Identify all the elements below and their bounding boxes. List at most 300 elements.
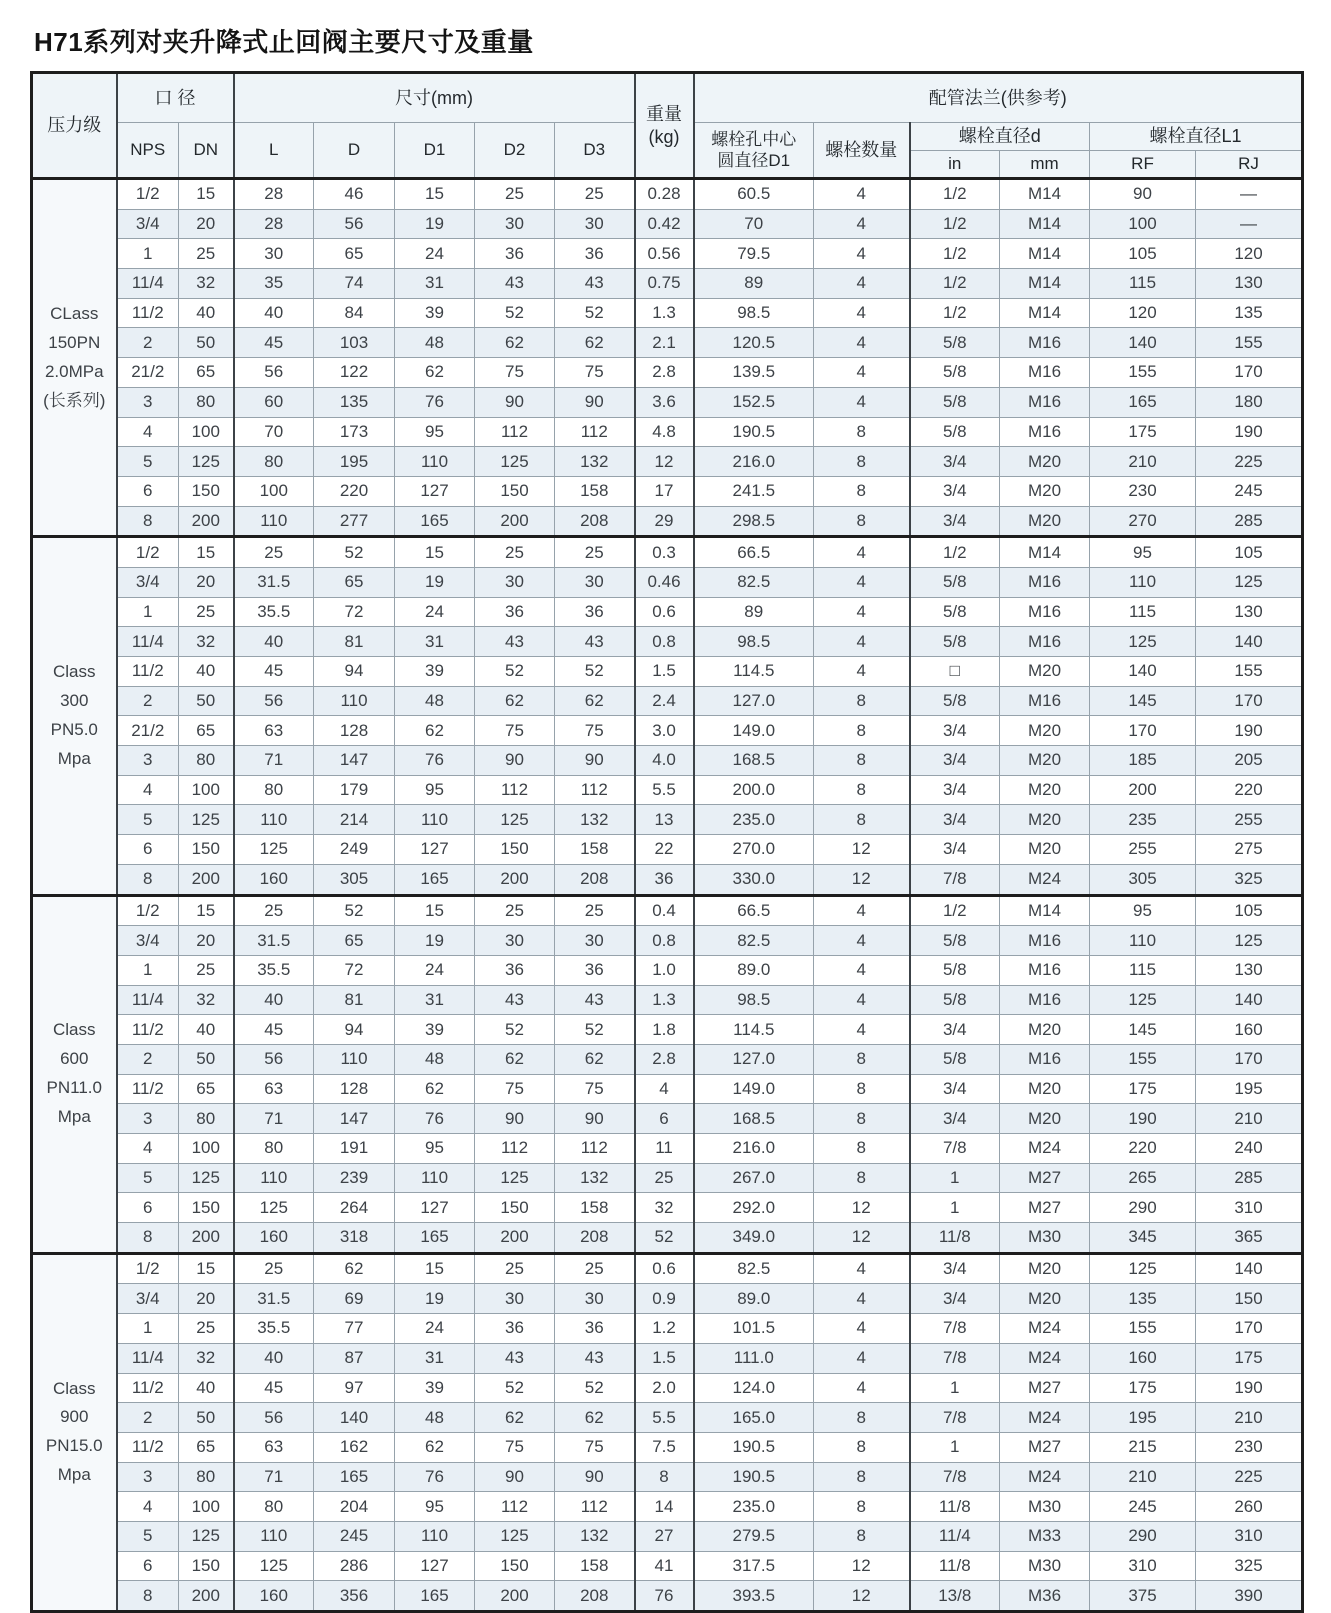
pressure-class-label: CLass 150PN 2.0MPa (长系列) — [32, 179, 117, 537]
table-cell: 1.8 — [635, 1015, 694, 1045]
table-cell: 28 — [234, 179, 314, 210]
table-cell: 62 — [395, 358, 475, 388]
table-cell: 2.0 — [635, 1373, 694, 1403]
table-cell: 127.0 — [694, 1044, 814, 1074]
table-row — [32, 597, 1303, 627]
table-cell: 45 — [234, 1015, 314, 1045]
table-row — [32, 447, 1303, 477]
table-cell: 75 — [475, 358, 555, 388]
table-cell: 98.5 — [694, 985, 814, 1015]
table-cell: 25 — [475, 1253, 555, 1284]
table-cell: 255 — [1090, 835, 1196, 865]
table-cell: 35 — [234, 269, 314, 299]
table-cell: 25 — [234, 537, 314, 568]
table-cell: 105 — [1196, 537, 1303, 568]
table-cell: 112 — [555, 417, 635, 447]
table-cell: 90 — [555, 387, 635, 417]
table-cell: 5/8 — [910, 567, 1000, 597]
table-cell: 1/2 — [117, 537, 179, 568]
pressure-class-label: Class 300 PN5.0 Mpa — [32, 537, 117, 895]
table-cell: 25 — [234, 895, 314, 926]
table-cell: 165 — [1090, 387, 1196, 417]
table-cell: 89 — [694, 269, 814, 299]
table-cell: 6 — [635, 1104, 694, 1134]
table-cell: 200 — [179, 1223, 234, 1254]
table-cell: 65 — [314, 926, 395, 956]
table-cell: 105 — [1090, 239, 1196, 269]
table-cell: 76 — [635, 1581, 694, 1612]
table-cell: 349.0 — [694, 1223, 814, 1254]
table-cell: 3/4 — [910, 775, 1000, 805]
table-cell: 112 — [475, 1492, 555, 1522]
table-row — [32, 686, 1303, 716]
table-cell: 65 — [314, 239, 395, 269]
table-cell: 4 — [814, 657, 910, 687]
table-cell: 110 — [234, 1163, 314, 1193]
table-cell: 31 — [395, 1343, 475, 1373]
table-cell: 36 — [475, 955, 555, 985]
table-cell: 145 — [1090, 686, 1196, 716]
table-cell: 100 — [179, 1492, 234, 1522]
table-cell: 8 — [814, 1163, 910, 1193]
table-cell: 48 — [395, 686, 475, 716]
table-cell: 19 — [395, 567, 475, 597]
table-cell: 43 — [475, 269, 555, 299]
table-cell: 4 — [814, 567, 910, 597]
table-cell: 12 — [635, 447, 694, 477]
header-bolt-circle-line1: 螺栓孔中心 — [711, 129, 797, 149]
table-cell: 245 — [1090, 1492, 1196, 1522]
table-cell: 318 — [314, 1223, 395, 1254]
table-cell: 365 — [1196, 1223, 1303, 1254]
table-cell: 115 — [1090, 269, 1196, 299]
header-bolt-count: 螺栓数量 — [814, 123, 910, 179]
table-cell: 31 — [395, 269, 475, 299]
header-d: D — [314, 123, 395, 179]
table-cell: 60.5 — [694, 179, 814, 210]
table-cell: 120 — [1196, 239, 1303, 269]
table-row — [32, 298, 1303, 328]
table-cell: 240 — [1196, 1134, 1303, 1164]
table-cell: 3/4 — [910, 1074, 1000, 1104]
table-cell: 290 — [1090, 1193, 1196, 1223]
table-cell: 30 — [555, 209, 635, 239]
table-cell: M27 — [1000, 1163, 1090, 1193]
table-cell: 3/4 — [910, 716, 1000, 746]
table-cell: 0.8 — [635, 627, 694, 657]
table-cell: 4 — [814, 358, 910, 388]
table-cell: 325 — [1196, 1551, 1303, 1581]
table-cell: 165 — [395, 1223, 475, 1254]
table-cell: M16 — [1000, 597, 1090, 627]
table-cell: 1 — [910, 1432, 1000, 1462]
table-cell: M36 — [1000, 1581, 1090, 1612]
table-cell: 3/4 — [117, 1284, 179, 1314]
table-cell: 279.5 — [694, 1521, 814, 1551]
table-cell: 75 — [475, 1074, 555, 1104]
header-bolt-dia-l1: 螺栓直径L1 — [1090, 123, 1303, 151]
table-cell: 110 — [314, 686, 395, 716]
table-cell: 160 — [234, 1223, 314, 1254]
table-cell: 11/2 — [117, 657, 179, 687]
table-cell: 43 — [475, 627, 555, 657]
table-cell: 81 — [314, 985, 395, 1015]
table-cell: 3/4 — [910, 1284, 1000, 1314]
table-cell: 270 — [1090, 506, 1196, 537]
table-cell: 210 — [1196, 1403, 1303, 1433]
table-cell: 180 — [1196, 387, 1303, 417]
table-cell: 4 — [814, 179, 910, 210]
table-cell: 5/8 — [910, 985, 1000, 1015]
table-cell: 4 — [117, 775, 179, 805]
table-cell: 32 — [179, 627, 234, 657]
table-cell: 1 — [910, 1163, 1000, 1193]
table-cell: 36 — [555, 597, 635, 627]
table-cell: 285 — [1196, 506, 1303, 537]
table-cell: 65 — [179, 358, 234, 388]
table-row — [32, 1314, 1303, 1344]
table-cell: 40 — [234, 985, 314, 1015]
table-cell: 125 — [475, 447, 555, 477]
table-cell: 139.5 — [694, 358, 814, 388]
header-bolt-dia-d: 螺栓直径d — [910, 123, 1090, 151]
table-row — [32, 537, 1303, 568]
table-cell: 100 — [1090, 209, 1196, 239]
table-cell: 3 — [117, 1462, 179, 1492]
table-cell: 43 — [555, 985, 635, 1015]
table-cell: M20 — [1000, 805, 1090, 835]
table-cell: 66.5 — [694, 895, 814, 926]
table-cell: 19 — [395, 926, 475, 956]
table-cell: 122 — [314, 358, 395, 388]
table-cell: M20 — [1000, 506, 1090, 537]
table-cell: 80 — [234, 1134, 314, 1164]
page-title: H71系列对夹升降式止回阀主要尺寸及重量 — [34, 27, 534, 57]
table-cell: 190 — [1196, 716, 1303, 746]
table-cell: 36 — [475, 1314, 555, 1344]
table-cell: 4 — [814, 1015, 910, 1045]
table-cell: 39 — [395, 1373, 475, 1403]
table-cell: 62 — [395, 1432, 475, 1462]
header-weight-line1: 重量 — [646, 104, 683, 124]
table-cell: 114.5 — [694, 1015, 814, 1045]
table-cell: 4 — [814, 1373, 910, 1403]
table-cell: M20 — [1000, 1104, 1090, 1134]
table-cell: 4 — [814, 1343, 910, 1373]
table-cell: 125 — [475, 1521, 555, 1551]
table-cell: 1 — [117, 239, 179, 269]
table-cell: 150 — [475, 835, 555, 865]
table-cell: 13/8 — [910, 1581, 1000, 1612]
table-cell: 41 — [635, 1551, 694, 1581]
table-row — [32, 716, 1303, 746]
table-cell: 0.3 — [635, 537, 694, 568]
table-cell: 200 — [179, 1581, 234, 1612]
table-row — [32, 1343, 1303, 1373]
table-cell: 132 — [555, 1521, 635, 1551]
table-cell: 125 — [179, 1163, 234, 1193]
table-cell: 140 — [1196, 627, 1303, 657]
table-cell: 62 — [395, 1074, 475, 1104]
table-cell: 52 — [314, 895, 395, 926]
table-cell: 46 — [314, 179, 395, 210]
table-cell: 90 — [1090, 179, 1196, 210]
table-cell: 140 — [1196, 985, 1303, 1015]
table-cell: 65 — [314, 567, 395, 597]
table-cell: 62 — [475, 686, 555, 716]
table-cell: 175 — [1090, 1373, 1196, 1403]
header-nps: NPS — [117, 123, 179, 179]
table-cell: 8 — [814, 1104, 910, 1134]
table-cell: 1/2 — [117, 1253, 179, 1284]
table-cell: 62 — [314, 1253, 395, 1284]
table-cell: 63 — [234, 716, 314, 746]
table-cell: 317.5 — [694, 1551, 814, 1581]
table-cell: 0.28 — [635, 179, 694, 210]
table-cell: 4 — [814, 387, 910, 417]
table-cell: 125 — [1196, 926, 1303, 956]
table-cell: 200 — [475, 864, 555, 895]
table-cell: 125 — [234, 1551, 314, 1581]
table-cell: 69 — [314, 1284, 395, 1314]
table-cell: 11/4 — [117, 269, 179, 299]
table-cell: 190.5 — [694, 1462, 814, 1492]
table-cell: 63 — [234, 1074, 314, 1104]
table-row — [32, 239, 1303, 269]
table-cell: 90 — [555, 746, 635, 776]
table-cell: 52 — [475, 298, 555, 328]
table-cell: 8 — [814, 1462, 910, 1492]
table-cell: 3/4 — [910, 1104, 1000, 1134]
table-cell: 128 — [314, 1074, 395, 1104]
table-cell: 5/8 — [910, 597, 1000, 627]
table-cell: 190 — [1196, 417, 1303, 447]
table-cell: 11 — [635, 1134, 694, 1164]
header-flange-group: 配管法兰(供参考) — [694, 73, 1303, 123]
table-cell: 1/2 — [910, 269, 1000, 299]
table-row — [32, 1551, 1303, 1581]
table-cell: 1/2 — [910, 179, 1000, 210]
table-cell: 8 — [814, 746, 910, 776]
table-row — [32, 1403, 1303, 1433]
table-cell: 65 — [179, 1432, 234, 1462]
table-cell: 270.0 — [694, 835, 814, 865]
table-cell: 76 — [395, 1462, 475, 1492]
table-cell: 6 — [117, 476, 179, 506]
table-cell: 155 — [1196, 328, 1303, 358]
table-cell: 125 — [234, 835, 314, 865]
table-cell: 100 — [234, 476, 314, 506]
table-row — [32, 835, 1303, 865]
table-row — [32, 1193, 1303, 1223]
table-cell: 4 — [814, 1314, 910, 1344]
table-cell: 150 — [1196, 1284, 1303, 1314]
table-cell: 25 — [179, 239, 234, 269]
table-cell: 35.5 — [234, 597, 314, 627]
table-cell: 8 — [814, 1044, 910, 1074]
table-cell: 158 — [555, 476, 635, 506]
table-cell: 267.0 — [694, 1163, 814, 1193]
table-cell: 4 — [814, 1284, 910, 1314]
table-cell: 25 — [475, 179, 555, 210]
table-cell: 62 — [395, 716, 475, 746]
table-cell: 8 — [814, 1074, 910, 1104]
table-cell: 90 — [475, 1104, 555, 1134]
table-cell: 7/8 — [910, 1343, 1000, 1373]
table-cell: 11/2 — [117, 298, 179, 328]
table-row — [32, 864, 1303, 895]
table-cell: 135 — [1090, 1284, 1196, 1314]
table-cell: 11/2 — [117, 1432, 179, 1462]
table-row — [32, 179, 1303, 210]
table-cell: 112 — [555, 1492, 635, 1522]
table-cell: 89.0 — [694, 955, 814, 985]
table-cell: 2 — [117, 328, 179, 358]
table-cell: 25 — [555, 1253, 635, 1284]
table-cell: 2 — [117, 686, 179, 716]
table-cell: 20 — [179, 926, 234, 956]
header-bolt-circle-line2: 圆直径D1 — [717, 151, 791, 170]
table-cell: 36 — [555, 239, 635, 269]
table-cell: 25 — [475, 537, 555, 568]
table-row — [32, 985, 1303, 1015]
table-cell: 4 — [814, 955, 910, 985]
table-cell: 220 — [314, 476, 395, 506]
table-cell: 155 — [1090, 1044, 1196, 1074]
header-bolt-dia-in: in — [910, 151, 1000, 179]
table-cell: M16 — [1000, 328, 1090, 358]
table-cell: 125 — [234, 1193, 314, 1223]
table-cell: 127 — [395, 1193, 475, 1223]
table-cell: 173 — [314, 417, 395, 447]
table-cell: 130 — [1196, 269, 1303, 299]
table-cell: 190.5 — [694, 1432, 814, 1462]
table-cell: 62 — [475, 328, 555, 358]
table-cell: 5 — [117, 1163, 179, 1193]
table-cell: 200 — [179, 506, 234, 537]
table-cell: 160 — [1090, 1343, 1196, 1373]
table-cell: 80 — [179, 1104, 234, 1134]
table-cell: M24 — [1000, 1343, 1090, 1373]
table-cell: 25 — [555, 537, 635, 568]
table-cell: 97 — [314, 1373, 395, 1403]
table-cell: 290 — [1090, 1521, 1196, 1551]
table-row — [32, 1074, 1303, 1104]
table-row — [32, 1581, 1303, 1612]
table-cell: 230 — [1196, 1432, 1303, 1462]
table-cell: 2 — [117, 1403, 179, 1433]
table-row — [32, 955, 1303, 985]
table-cell: 95 — [1090, 895, 1196, 926]
table-cell: 3/4 — [910, 1015, 1000, 1045]
table-cell: M27 — [1000, 1373, 1090, 1403]
table-cell: 19 — [395, 209, 475, 239]
table-cell: 175 — [1196, 1343, 1303, 1373]
table-cell: 36 — [475, 239, 555, 269]
table-cell: 110 — [234, 506, 314, 537]
table-cell: 1.3 — [635, 985, 694, 1015]
table-cell: M16 — [1000, 926, 1090, 956]
table-cell: 1 — [117, 955, 179, 985]
table-cell: 165 — [395, 506, 475, 537]
table-cell: 215 — [1090, 1432, 1196, 1462]
table-cell: 43 — [555, 269, 635, 299]
table-cell: 2.8 — [635, 1044, 694, 1074]
table-cell: 32 — [179, 1343, 234, 1373]
table-cell: 48 — [395, 328, 475, 358]
table-cell: 30 — [234, 239, 314, 269]
table-cell: 5/8 — [910, 358, 1000, 388]
table-cell: 50 — [179, 328, 234, 358]
table-cell: 11/4 — [117, 627, 179, 657]
pressure-class-label: Class 900 PN15.0 Mpa — [32, 1253, 117, 1611]
table-cell: 65 — [179, 716, 234, 746]
table-cell: 150 — [179, 476, 234, 506]
table-cell: 5/8 — [910, 926, 1000, 956]
table-cell: 190.5 — [694, 417, 814, 447]
table-cell: 125 — [475, 805, 555, 835]
table-cell: □ — [910, 657, 1000, 687]
table-cell: 25 — [555, 895, 635, 926]
table-cell: 76 — [395, 746, 475, 776]
table-cell: 7.5 — [635, 1432, 694, 1462]
table-cell: 4.8 — [635, 417, 694, 447]
table-cell: 216.0 — [694, 1134, 814, 1164]
table-cell: 208 — [555, 1581, 635, 1612]
table-cell: 260 — [1196, 1492, 1303, 1522]
table-cell: 80 — [234, 775, 314, 805]
table-cell: 60 — [234, 387, 314, 417]
table-cell: M30 — [1000, 1492, 1090, 1522]
table-cell: 8 — [814, 476, 910, 506]
table-cell: 3/4 — [910, 1253, 1000, 1284]
table-cell: 5 — [117, 1521, 179, 1551]
table-cell: M14 — [1000, 537, 1090, 568]
table-cell: 28 — [234, 209, 314, 239]
table-cell: 12 — [814, 1551, 910, 1581]
table-cell: 7/8 — [910, 1462, 1000, 1492]
table-cell: 1/2 — [117, 895, 179, 926]
table-cell: 36 — [475, 597, 555, 627]
table-cell: 168.5 — [694, 1104, 814, 1134]
table-cell: 36 — [555, 1314, 635, 1344]
table-row — [32, 627, 1303, 657]
table-cell: 150 — [179, 835, 234, 865]
table-row — [32, 269, 1303, 299]
table-cell: 2.1 — [635, 328, 694, 358]
table-cell: 7/8 — [910, 1403, 1000, 1433]
table-cell: 8 — [814, 716, 910, 746]
table-cell: 110 — [395, 805, 475, 835]
table-cell: 110 — [234, 1521, 314, 1551]
table-cell: 7/8 — [910, 1314, 1000, 1344]
table-cell: 12 — [814, 864, 910, 895]
table-cell: 75 — [555, 1432, 635, 1462]
table-cell: 11/4 — [117, 985, 179, 1015]
table-cell: 1.5 — [635, 1343, 694, 1373]
table-cell: 170 — [1196, 686, 1303, 716]
table-row — [32, 926, 1303, 956]
table-cell: 15 — [179, 1253, 234, 1284]
table-cell: 19 — [395, 1284, 475, 1314]
table-cell: 220 — [1090, 1134, 1196, 1164]
table-cell: 15 — [179, 895, 234, 926]
table-cell: 112 — [475, 1134, 555, 1164]
table-cell: 0.8 — [635, 926, 694, 956]
table-cell: 24 — [395, 955, 475, 985]
table-cell: 235 — [1090, 805, 1196, 835]
table-row — [32, 387, 1303, 417]
